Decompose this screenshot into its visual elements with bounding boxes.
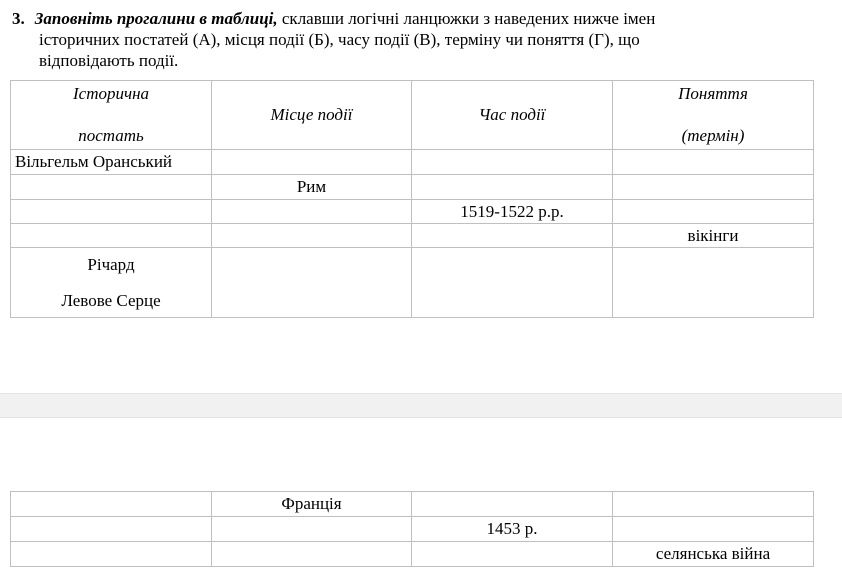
table-cell[interactable] [212,200,412,224]
header-concept: Поняття (термін) [613,81,814,150]
table-cell[interactable] [11,200,212,224]
table-cell[interactable] [613,200,814,224]
table-cell[interactable] [412,150,613,175]
table-cell[interactable] [212,150,412,175]
table-cell[interactable] [11,492,212,517]
task-line-3: відповідають події. [39,51,179,70]
task-number: 3. [12,9,25,28]
header-place: Місце події [212,81,412,150]
table-cell: 1519-1522 р.р. [412,200,613,224]
table-cell[interactable] [11,542,212,567]
table-cell[interactable] [412,542,613,567]
table-cell[interactable] [212,248,412,318]
table-cell[interactable] [212,224,412,248]
events-table [10,80,814,318]
table-row [11,492,814,517]
table-row [11,175,814,200]
table-cell[interactable] [613,150,814,175]
table-cell[interactable] [412,248,613,318]
table-cell[interactable] [613,492,814,517]
table-row [11,224,814,248]
table-cell[interactable] [212,542,412,567]
table-cell[interactable] [11,175,212,200]
task-line-2: історичних постатей (А), місця події (Б), часу події (В), терміну чи поняття (Г), що [39,30,640,49]
task-instruction-rest: склавши логічні ланцюжки з наведених нижче імен [277,9,656,28]
table-cell[interactable] [412,224,613,248]
task-instruction-bold: Заповніть прогалини в таблиці, [34,9,278,28]
table-cell[interactable] [412,175,613,200]
table-row [11,150,814,175]
table-cell-person: Річард Левове Серце [11,248,212,318]
table-cell[interactable] [613,517,814,542]
table-cell[interactable] [11,517,212,542]
task-text [12,8,812,71]
page-break [0,393,842,418]
table-cell[interactable] [613,248,814,318]
table-cell[interactable] [212,517,412,542]
table-row [11,248,814,318]
table-cell: Вільгельм Оранський [11,150,212,175]
table-row [11,542,814,567]
table-cell: Франція [212,492,412,517]
table-cell[interactable] [11,224,212,248]
header-person: Історична постать [11,81,212,150]
table-row [11,517,814,542]
table-cell: вікінги [613,224,814,248]
table-cell[interactable] [412,492,613,517]
table-cell: 1453 р. [412,517,613,542]
table-cell[interactable] [613,175,814,200]
table-row [11,200,814,224]
header-time: Час події [412,81,613,150]
events-table-continued [10,491,814,567]
task-line-1 [12,8,812,29]
table-cell: селянська війна [613,542,814,567]
table-header-row [11,81,814,150]
table-cell: Рим [212,175,412,200]
